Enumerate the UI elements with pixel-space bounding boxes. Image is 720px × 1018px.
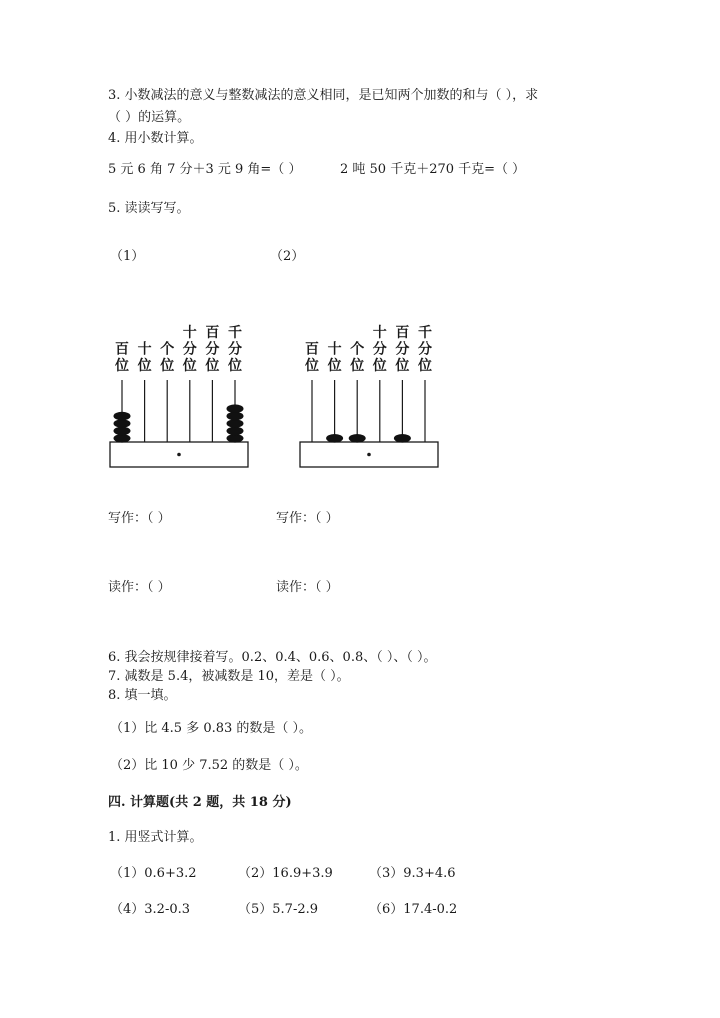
abacus-1-bead-6-3 [227, 419, 244, 428]
abacus-2-place-label-6-char-1: 千 [418, 325, 432, 341]
abacus-1-place-label-5-char-1: 百 [205, 325, 220, 341]
q7: 7. 减数是 5.4，被减数是 10，差是（ ）。 [108, 669, 350, 684]
q3-line2: （ ）的运算。 [108, 110, 191, 125]
abacus-1-place-label-3-char-2: 位 [160, 358, 175, 374]
abacus-1-bead-1-4 [114, 412, 131, 421]
read-1: 读作：（ ） [108, 580, 171, 595]
abacus-1-place-label-6-char-3: 位 [228, 358, 242, 374]
abacus-1-place-label-6-char-2: 分 [228, 341, 242, 358]
abacus-2-place-label-2-char-2: 位 [327, 358, 342, 374]
abacus-2-place-label-6-char-3: 位 [418, 358, 432, 374]
abacus-1-place-label-1-char-2: 位 [115, 358, 129, 374]
abacus-1-place-label-1-char-1: 百 [115, 341, 129, 358]
abacus-2-bead-2-1 [326, 434, 343, 443]
abacus-1-bead-1-3 [114, 419, 131, 428]
section-4-heading: 四. 计算题(共 2 题，共 18 分) [108, 795, 292, 810]
abacus-1-drawing [108, 312, 253, 472]
abacus-1-place-label-4-char-3: 位 [182, 358, 197, 374]
q5-title: 5. 读读写写。 [108, 201, 190, 216]
q8-title: 8. 填一填。 [108, 688, 177, 703]
abacus-2-center-dot [367, 453, 371, 457]
abacus-1-place-label-2-char-2: 位 [137, 358, 152, 374]
abacus-1-bead-1-1 [114, 434, 131, 443]
section-4-q1-title: 1. 用竖式计算。 [108, 830, 203, 845]
abacus-1-bead-6-1 [227, 434, 244, 443]
abacus-1-place-label-3-char-1: 个 [160, 341, 175, 358]
q5-label-2: （2） [270, 249, 305, 264]
problem-3: （3）9.3+4.6 [369, 866, 456, 881]
q4-title: 4. 用小数计算。 [108, 131, 203, 146]
abacus-1-place-label-4-char-1: 十 [182, 325, 197, 341]
abacus-2-place-label-6-char-2: 分 [418, 341, 432, 358]
abacus-1-place-label-2-char-1: 十 [137, 341, 152, 358]
q4-part-a: 5 元 6 角 7 分＋3 元 9 角=（ ） [108, 162, 302, 177]
abacus-2-drawing [298, 312, 443, 472]
abacus-1-bead-1-2 [114, 427, 131, 436]
abacus-2-place-label-2-char-1: 十 [327, 341, 342, 358]
abacus-2-place-label-5-char-1: 百 [395, 325, 410, 341]
problem-5: （5）5.7-2.9 [238, 902, 319, 917]
abacus-2-place-label-5-char-2: 分 [395, 341, 410, 358]
abacus-2-place-label-3-char-2: 位 [350, 358, 365, 374]
q8-part-b: （2）比 10 少 7.52 的数是（ ）。 [110, 758, 308, 773]
abacus-1-bead-6-5 [227, 404, 244, 413]
abacus-2-place-label-1-char-1: 百 [305, 341, 319, 358]
abacus-2-bead-5-1 [394, 434, 411, 443]
abacus-1 [108, 312, 253, 472]
read-2: 读作：（ ） [276, 580, 339, 595]
abacus-2 [298, 312, 443, 472]
abacus-1-bead-6-4 [227, 412, 244, 421]
abacus-2-place-label-4-char-1: 十 [372, 325, 387, 341]
problem-4: （4）3.2-0.3 [110, 902, 191, 917]
q8-part-a: （1）比 4.5 多 0.83 的数是（ ）。 [110, 721, 313, 736]
problem-1: （1）0.6+3.2 [110, 866, 197, 881]
abacus-1-place-label-6-char-1: 千 [228, 325, 242, 341]
abacus-1-place-label-5-char-2: 分 [205, 341, 220, 358]
abacus-1-bead-6-2 [227, 427, 244, 436]
abacus-1-center-dot [177, 453, 181, 457]
abacus-2-place-label-3-char-1: 个 [350, 341, 365, 358]
abacus-2-place-label-1-char-2: 位 [305, 358, 319, 374]
abacus-2-place-label-4-char-3: 位 [372, 358, 387, 374]
problem-6: （6）17.4-0.2 [369, 902, 458, 917]
write-2: 写作：（ ） [276, 511, 339, 526]
problem-2: （2）16.9+3.9 [238, 866, 333, 881]
abacus-2-place-label-4-char-2: 分 [372, 341, 387, 358]
abacus-1-place-label-4-char-2: 分 [182, 341, 197, 358]
q4-part-b: 2 吨 50 千克＋270 千克=（ ） [340, 162, 526, 177]
abacus-1-place-label-5-char-3: 位 [205, 358, 220, 374]
abacus-2-place-label-5-char-3: 位 [395, 358, 410, 374]
q5-label-1: （1） [110, 249, 145, 264]
abacus-2-bead-3-1 [349, 434, 366, 443]
q6: 6. 我会按规律接着写。0.2、0.4、0.6、0.8、（ ）、（ ）。 [108, 650, 437, 665]
q3-line1: 3. 小数减法的意义与整数减法的意义相同，是已知两个加数的和与（ ），求 [108, 88, 539, 103]
write-1: 写作：（ ） [108, 511, 171, 526]
